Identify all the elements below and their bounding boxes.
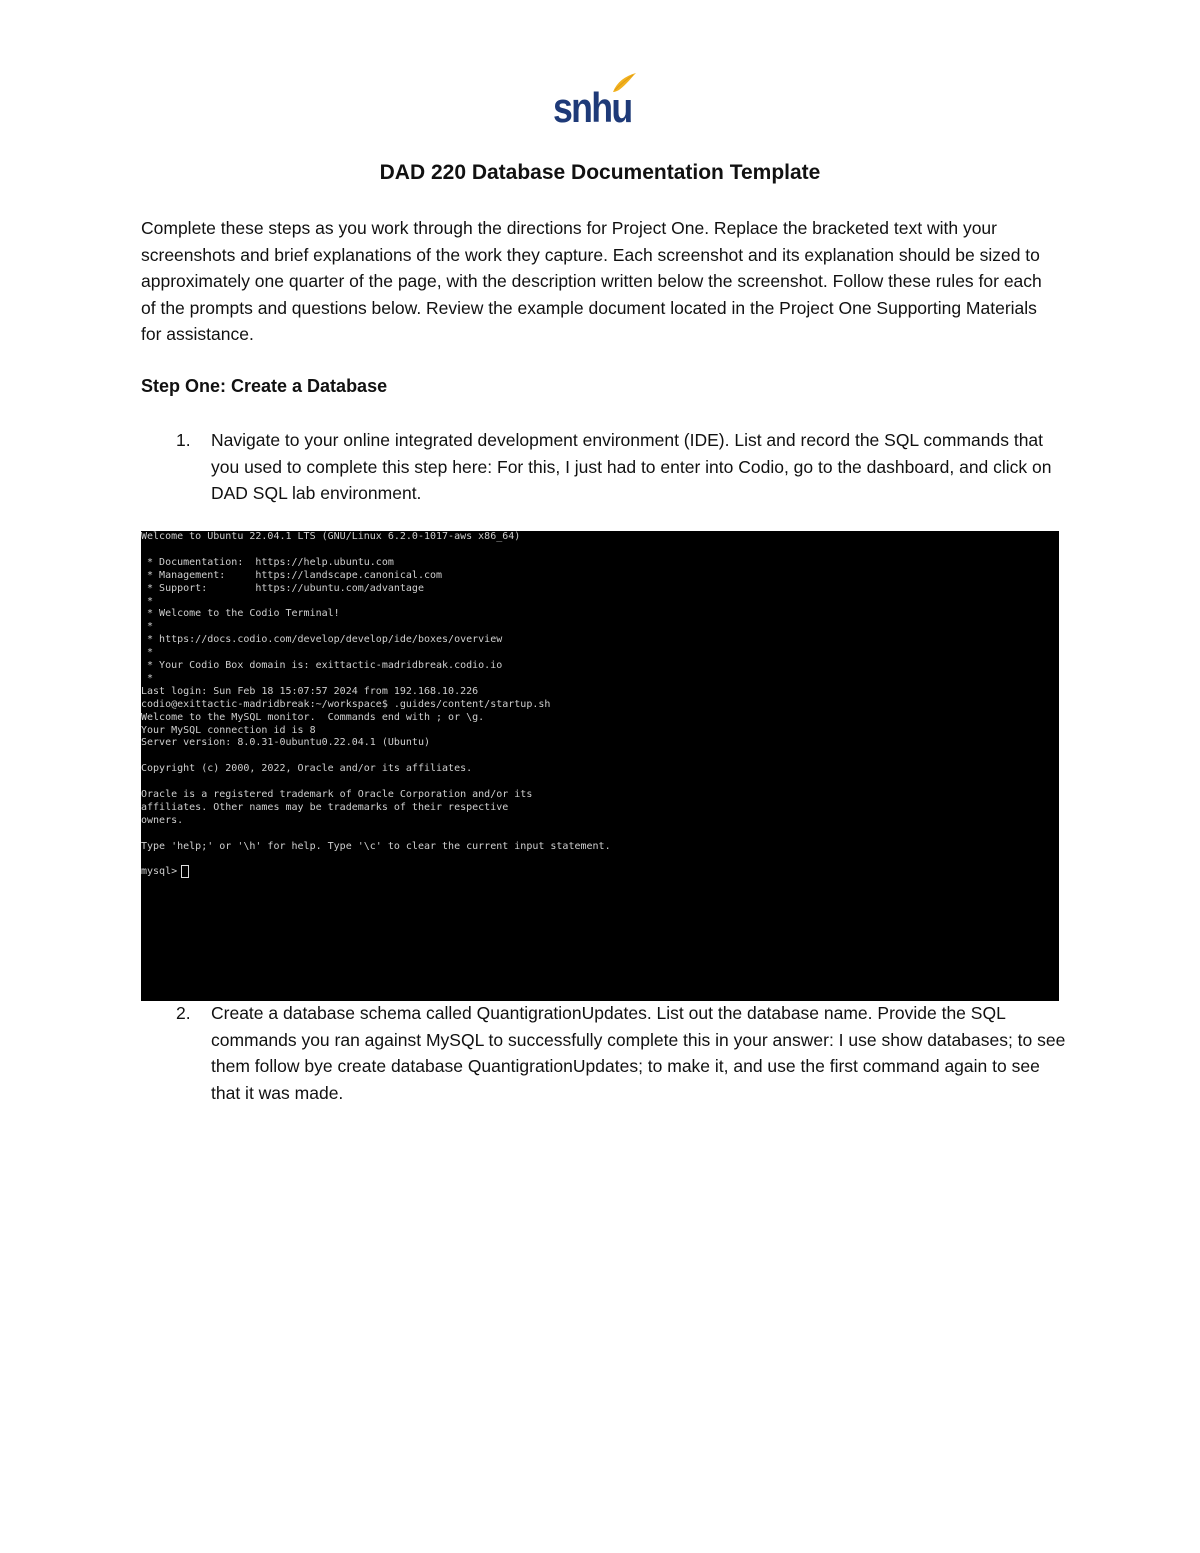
terminal-line: * Documentation: https://help.ubuntu.com	[141, 556, 394, 568]
list-item-number: 2.	[176, 1003, 191, 1023]
logo-wordmark: snhu	[553, 84, 632, 131]
terminal-line: Welcome to the MySQL monitor. Commands end with ; or \g.	[141, 711, 485, 723]
terminal-line: codio@exittactic-madridbreak:~/workspace$ .guides/content/startup.sh	[141, 698, 551, 710]
terminal-line: affiliates. Other names may be trademarks of their respective	[141, 801, 509, 813]
terminal-line: Oracle is a registered trademark of Oracle Corporation and/or its	[141, 789, 533, 800]
terminal-line: Type 'help;' or '\h' for help. Type '\c' to clear the current input statement.	[141, 840, 611, 852]
terminal-line: Welcome to Ubuntu 22.04.1 LTS (GNU/Linux 6.2.0-1017-aws x86_64)	[141, 531, 521, 542]
terminal-line: * Support: https://ubuntu.com/advantage	[141, 582, 424, 594]
list-item-text: Navigate to your online integrated development environment (IDE). List and record the SQL commands that you used to complete this step here: For this, I just had to enter into Codio, go to the dashboard, and click on DAD SQL lab environment.	[211, 430, 1052, 503]
terminal-line: *	[141, 647, 154, 659]
terminal-line: Copyright (c) 2000, 2022, Oracle and/or its affiliates.	[141, 763, 473, 775]
list-item-number: 1.	[176, 430, 191, 450]
terminal-line: * Management: https://landscape.canonical.com	[141, 569, 443, 581]
terminal-screenshot	[141, 531, 1059, 1001]
terminal-line: Server version: 8.0.31-0ubuntu0.22.04.1 (Ubuntu)	[141, 737, 430, 749]
terminal-line: *	[141, 595, 154, 607]
list-item-1	[141, 427, 1066, 507]
terminal-line: * Your Codio Box domain is: exittactic-madridbreak.codio.io	[141, 660, 503, 671]
terminal-line: *	[141, 672, 154, 684]
list-item-text: Create a database schema called QuantigrationUpdates. List out the database name. Provide the SQL commands you ran against MySQL to successfully complete this in your answer: I use show databases; to see them follow bye create database QuantigrationUpdates; to make it, and use the first command again to see that it was made.	[211, 1003, 1066, 1103]
terminal-line: mysql>	[141, 866, 184, 878]
list-item-2	[141, 1000, 1066, 1106]
intro-paragraph: Complete these steps as you work through the directions for Project One. Replace the bracketed text with your screenshots and brief explanations of the work they capture. Each screenshot and its explanation should be sized to approximately one quarter of the page, with the description written below the screenshot. Follow these rules for each of the prompts and questions below. Review the example document located in the Project One Supporting Materials for assistance.	[141, 218, 1042, 344]
step-heading: Step One: Create a Database	[141, 376, 388, 396]
snhu-logo	[553, 72, 643, 134]
terminal-line: Your MySQL connection id is 8	[141, 724, 316, 736]
page-title: DAD 220 Database Documentation Template	[379, 161, 821, 184]
terminal-cursor	[181, 865, 189, 878]
terminal-line: * Welcome to the Codio Terminal!	[141, 608, 340, 620]
terminal-line: *	[141, 621, 154, 633]
terminal-line: Last login: Sun Feb 18 15:07:57 2024 from 192.168.10.226	[141, 685, 479, 697]
terminal-line: * https://docs.codio.com/develop/develop/ide/boxes/overview	[141, 634, 503, 646]
terminal-line: owners.	[141, 814, 184, 826]
